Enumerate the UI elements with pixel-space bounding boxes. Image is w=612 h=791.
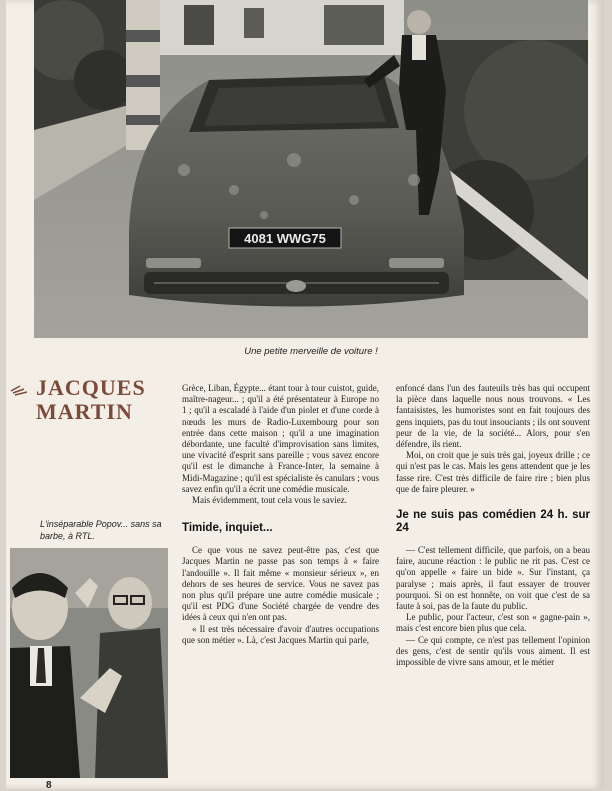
portrait-photo-illustration — [10, 548, 168, 778]
column-2-paragraph: Le public, pour l'acteur, c'est son « gagne-pain », mais c'est encore bien plus que cela. — [396, 612, 590, 634]
column-2-paragraph: enfoncé dans l'un des fauteuils très bas qui occupent la pièce dans laquelle nous nous trouvons. « Les fantaisistes, les humoristes sont en fait toujours des gens inquiets, pas du tout insouciants ; ils ont souvent peur de la vie, de la société... Alors, pour s'en défendre, ils rient. — [396, 383, 590, 450]
column-1-paragraph: Grèce, Liban, Égypte... étant tour à tour cuistot, guide, maître-nageur... ; qu'il a été présentateur à Europe no 1 ; qu'il a escaladé à l'aide d'un piolet et d'une corde à nœuds les murs de Radio-Luxembourg pour son entrée dans cette maison ; qu'il a une imagination débordante, une faculté d'improvisation sans limites, une vivacité d'esprit sans pareille ; vous savez encore qu'il est le dimanche à France-Inter, la semaine à Midi-Magazine ; qu'il est spécialiste ès canulars ; vous savez enfin qu'il a écrit une comédie musicale. — [182, 383, 379, 494]
car-photo-caption: Une petite merveille de voiture ! — [244, 346, 378, 357]
article-column-1 — [182, 383, 379, 646]
column-1-paragraph: Ce que vous ne savez peut-être pas, c'est que Jacques Martin ne passe pas son temps à « faire l'andouille ». Il fait même « monsieur sérieux », en dehors de ses heures de service. Vous ne savez pas non plus qu'il prépare une autre comédie musicale ; qu'il est PDG d'une Société chargée de vendre des idées à ceux qui n'en ont pas. — [182, 545, 379, 623]
article-headline — [36, 376, 166, 424]
car-photo — [34, 0, 588, 338]
headline-last-name: MARTIN — [36, 399, 133, 424]
column-2-paragraph: Moi, on croit que je suis très gai, joyeux drille ; ce qui n'est pas le cas. Mais les gens attendent que je les fasse rire. C'est très difficile de faire rire ; bien plus que de faire pleurer. » — [396, 450, 590, 494]
magazine-page — [6, 0, 604, 789]
column-2-paragraph: — Ce qui compte, ce n'est pas tellement l'opinion des gens, c'est de sentir qu'ils vous aiment. Il est impossible de vivre sans amour, et le métier — [396, 634, 590, 668]
article-column-2 — [396, 383, 590, 668]
headline-first-name: JACQUES — [36, 375, 146, 400]
column-2-paragraph: — C'est tellement difficile, que parfois, on a beau faire, aucune réaction : le public ne rit pas. C'est ce qu'on appelle « faire un bide ». Sur l'instant, ça paralyse ; mais après, il faut essayer de trouver pourquoi. Si on est honnête, on voit que c'est de sa faute à soi, pas de la faute du public. — [396, 545, 590, 612]
page-number: 8 — [46, 780, 52, 791]
section-heading: Timide, inquiet... — [182, 522, 273, 535]
portrait-photo — [10, 548, 168, 778]
car-photo-illustration — [34, 0, 588, 338]
portrait-photo-caption: L'inséparable Popov... sans sa barbe, à RTL. — [40, 519, 162, 541]
decorative-flourish-icon — [10, 384, 28, 398]
section-heading: Je ne suis pas comédien 24 h. sur 24 — [396, 509, 590, 535]
column-1-paragraph: Mais évidemment, tout cela vous le saviez. — [192, 495, 347, 506]
column-1-paragraph: « Il est très nécessaire d'avoir d'autres occupations que son métier ». Là, c'est Jacques Martin qui parle, — [182, 623, 379, 645]
license-plate-text: 4081 WWG75 — [244, 231, 326, 246]
